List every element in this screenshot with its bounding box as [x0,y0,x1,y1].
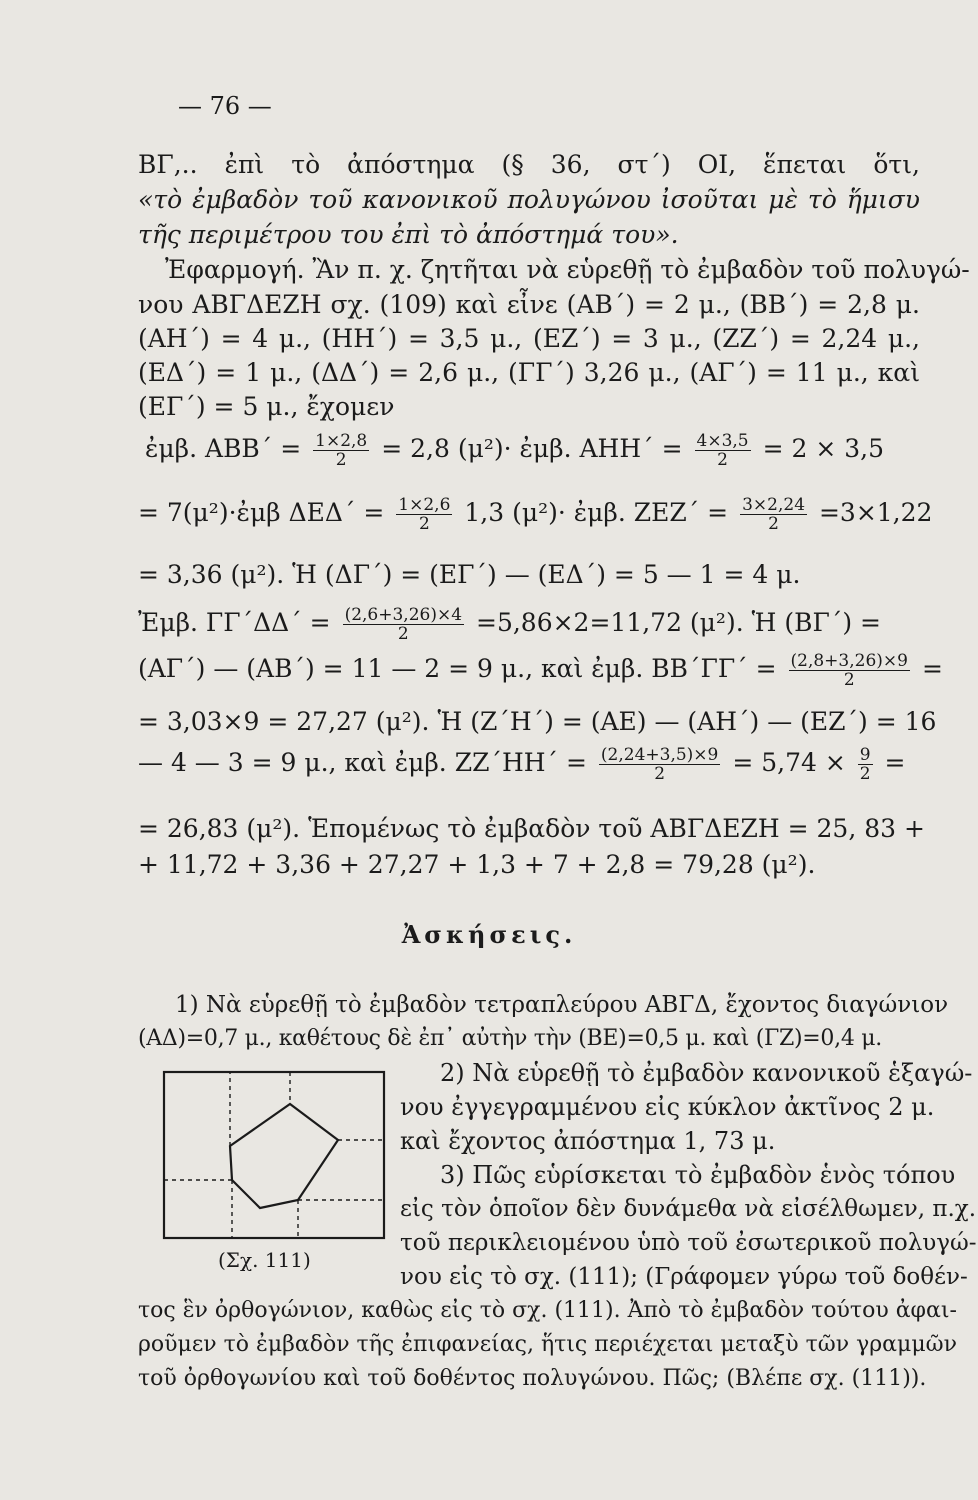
formula-line [145,432,927,469]
fraction: $\frac{3\times 2,24}{2}$ [742,495,806,534]
formula-line [138,746,920,783]
formula-line: = 3,03×9 = 27,27 (μ²). Ἡ (Ζ΄Η΄) = (ΑΕ) — (ΑΗ΄) — (ΕΖ΄) = 16 [138,707,937,736]
formula-line [138,606,920,643]
page-number: — 76 — [178,92,272,120]
exercise-2-line: καὶ ἔχοντος ἀπόστημα 1, 73 μ. [400,1127,776,1155]
formula-text: =3×1,22 [818,498,933,527]
application-line: Ἐφαρμογή. Ἂν π. χ. ζητῆται νὰ εὑρεθῇ τὸ ἐμβαδὸν τοῦ πολυγώ- [165,255,970,284]
formula-line [138,495,933,534]
exercise-3-line: νου εἰς τὸ σχ. (111); (Γράφομεν γύρω τοῦ δοθέν- [400,1264,968,1290]
exercise-3-line: τοῦ περικλειομένου ὑπὸ τοῦ ἐσωτερικοῦ πολυγώ- [400,1230,977,1256]
formula-text: 1,3 (μ²)· ἐμβ. ΖΕΖ΄ = [464,498,729,527]
figure-111-diagram [160,1068,390,1246]
text-line: (ΕΓ΄) = 5 μ., ἔχομεν [138,392,395,421]
formula-text: Ἐμβ. ΓΓ΄ΔΔ΄ = [138,608,331,637]
section-heading: Ἀσκήσεις. [401,920,577,949]
fraction: $\frac{4\times 3,5}{2}$ [696,431,749,470]
formula-line: = 26,83 (μ²). Ἑπομένως τὸ ἐμβαδὸν τοῦ ΑΒΓΔΕΖΗ = 25, 83 + [138,814,925,843]
text-line: ΒΓ,.. ἐπὶ τὸ ἀπόστημα (§ 36, στ΄) ΟΙ, ἕπεται ὅτι, [138,150,920,179]
formula-text: = 2 × 3,5 [762,434,884,463]
exercise-2-line: 2) Νὰ εὑρεθῇ τὸ ἐμβαδὸν κανονικοῦ ἑξαγώ- [440,1059,973,1087]
figure-caption: (Σχ. 111) [218,1248,311,1272]
text-line: (ΕΔ΄) = 1 μ., (ΔΔ΄) = 2,6 μ., (ΓΓ΄) 3,26 μ., (ΑΓ΄) = 11 μ., καὶ [138,358,920,387]
exercise-3-line: ροῦμεν τὸ ἐμβαδὸν τῆς ἐπιφανείας, ἥτις περιέχεται μεταξὺ τῶν γραμμῶν [138,1332,957,1357]
formula-text: = [884,748,906,777]
formula-text: = 7(μ²)·ἐμβ ΔΕΔ΄ = [138,498,385,527]
fraction: $\frac{1\times 2,8}{2}$ [315,431,368,470]
theorem-line: τῆς περιμέτρου του ἐπὶ τὸ ἀπόστημά του». [138,220,679,249]
formula-text: (ΑΓ΄) — (ΑΒ΄) = 11 — 2 = 9 μ., καὶ ἐμβ. ΒΒ΄ΓΓ΄ = [138,654,777,683]
fraction: $\frac{(2,24+3,5)\times 9}{2}$ [600,745,719,784]
dashed-construction-lines [164,1072,384,1238]
exercise-3-line: τος ἓν ὀρθογώνιον, καθὼς εἰς τὸ σχ. (111). Ἀπὸ τὸ ἐμβαδὸν τούτου ἀφαι- [138,1298,957,1323]
formula-line: = 3,36 (μ²). Ἡ (ΔΓ΄) = (ΕΓ΄) — (ΕΔ΄) = 5 — 1 = 4 μ. [138,560,801,589]
fraction: $\frac{1\times 2,6}{2}$ [398,495,451,534]
formula-line [138,651,943,690]
formula-text: ἐμβ. ΑΒΒ΄ = [145,434,302,463]
fraction: $\frac{(2,6+3,26)\times 4}{2}$ [344,605,463,644]
formula-text: = [921,654,943,683]
formula-text: =5,86×2=11,72 (μ²). Ἡ (ΒΓ΄) = [476,608,881,637]
formula-text: — 4 — 3 = 9 μ., καὶ ἐμβ. ΖΖ΄ΗΗ΄ = [138,748,587,777]
text-line: (ΑΗ΄) = 4 μ., (ΗΗ΄) = 3,5 μ., (ΕΖ΄) = 3 μ., (ΖΖ΄) = 2,24 μ., [138,324,920,353]
formula-line: + 11,72 + 3,36 + 27,27 + 1,3 + 7 + 2,8 = 79,28 (μ²). [138,850,816,879]
formula-text: = 2,8 (μ²)· ἐμβ. ΑΗΗ΄ = [381,434,683,463]
exercise-2-line: νου ἐγγεγραμμένου εἰς κύκλον ἀκτῖνος 2 μ. [400,1093,935,1121]
exercise-1-line: (ΑΔ)=0,7 μ., καθέτους δὲ ἐπ᾽ αὐτὴν τὴν (ΒΕ)=0,5 μ. καὶ (ΓΖ)=0,4 μ. [138,1026,882,1051]
formula-text: = 5,74 × [732,748,846,777]
exercise-1-line: 1) Νὰ εὑρεθῇ τὸ ἐμβαδὸν τετραπλεύρου ΑΒΓΔ, ἔχοντος διαγώνιον [175,992,949,1018]
fraction: $\frac{9}{2}$ [859,745,871,784]
fraction: $\frac{(2,8+3,26)\times 9}{2}$ [790,651,908,690]
bounding-rectangle [164,1072,384,1238]
exercise-3-line: 3) Πῶς εὑρίσκεται τὸ ἐμβαδὸν ἑνὸς τόπου [440,1161,956,1189]
inner-polygon [230,1104,338,1208]
exercise-3-line: εἰς τὸν ὁποῖον δὲν δυνάμεθα νὰ εἰσέλθωμεν, π.χ. [400,1196,977,1222]
exercise-3-line: τοῦ ὀρθογωνίου καὶ τοῦ δοθέντος πολυγώνου. Πῶς; (Βλέπε σχ. (111)). [138,1366,927,1391]
theorem-line: «τὸ ἐμβαδὸν τοῦ κανονικοῦ πολυγώνου ἰσοῦται μὲ τὸ ἥμισυ [138,185,920,214]
text-line: νου ΑΒΓΔΕΖΗ σχ. (109) καὶ εἶνε (ΑΒ΄) = 2 μ., (ΒΒ΄) = 2,8 μ. [138,290,920,319]
